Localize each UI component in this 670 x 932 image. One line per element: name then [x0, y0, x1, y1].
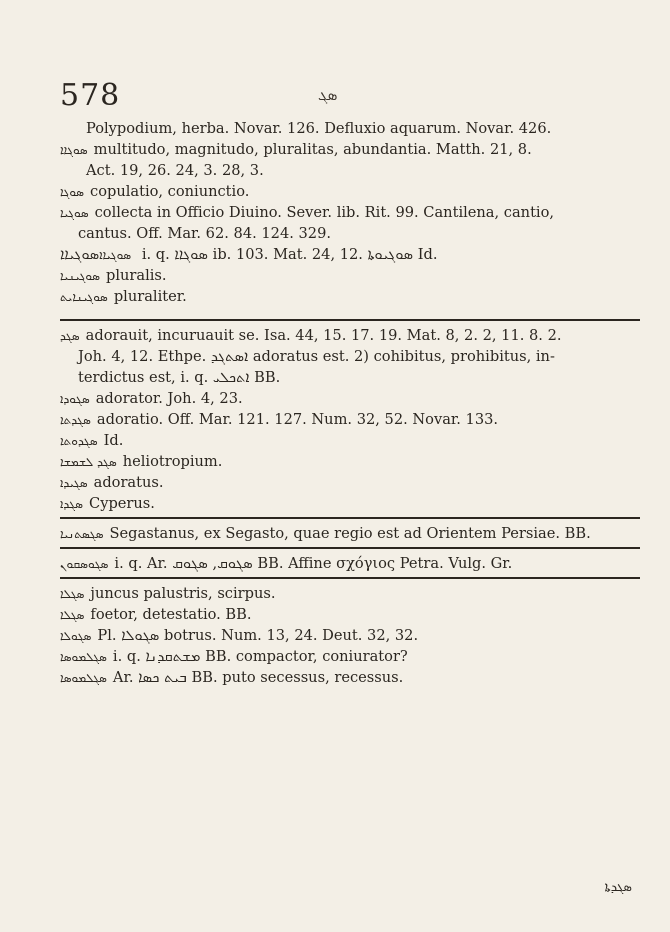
entry-line: terdictus est, i. q. ܐܬܟܠܝ BB. [78, 369, 281, 386]
section-divider [60, 517, 640, 519]
entry-line: ܣܘܓܐ copulatio, coniunctio. [60, 183, 250, 200]
section-divider [60, 547, 640, 549]
entry-line: ܣܘܓܝܢܝܐ pluralis. [60, 267, 167, 284]
page-header [60, 78, 620, 118]
entry-line: ܣܘܓܐܐ multitudo, magnitudo, pluralitas, abundantia. Matth. 21, 8. [60, 141, 532, 158]
entry-line: ܣܓܘܣܩܘܢ i. q. Ar. ܣܓܘܩ, ܣܓܘܩ BB. Affine σχόγιος Petra. Vulg. Gr. [60, 555, 513, 572]
entry-line: ܣܓܠܐ juncus palustris, scirpus. [60, 585, 276, 602]
section-divider [60, 319, 640, 321]
entry-line: ܣܓܠܐ foetor, detestatio. BB. [60, 606, 252, 623]
entry-line: ܣܘܓܝܐ collecta in Officio Diuino. Sever. lib. Rit. 99. Cantilena, cantio, [60, 204, 555, 221]
entry-line: ܣܓܕ ܠܫܡܫܐ heliotropium. [60, 453, 223, 470]
entry-line: ܣܘܓܝܢܐܝܬ pluraliter. [60, 288, 187, 305]
entry-line: ܣܓܕܬܐ adoratio. Off. Mar. 121. 127. Num. 32, 52. Novar. 133. [60, 411, 499, 428]
entry-line: ܣܓܣܬܢܝܐ Segastanus, ex Segasto, quae regio est ad Orientem Persiae. BB. [60, 525, 591, 542]
entry-line: ܣܓܕܘܬܐ Id. [60, 432, 124, 449]
entry-line: ܣܓܕ adorauit, incuruauit se. Isa. 44, 15. 17. 19. Mat. 8, 2. 2, 11. 8. 2. [60, 327, 562, 344]
entry-line: Polypodium, herba. Novar. 126. Defluxio aquarum. Novar. 426. [86, 120, 552, 137]
entry-line: ܣܓܠܡܘܣܐ Ar. ܒܝܬ ܟܣܐ BB. puto secessus, recessus. [60, 669, 404, 686]
entry-line: ܣܓܝܕܐ adoratus. [60, 474, 164, 491]
entry-line: ܣܓܘܠܐ Pl. ܣܓܘܠܐ botrus. Num. 13, 24. Deut. 32, 32. [60, 627, 419, 644]
page-number: 578 [60, 78, 121, 113]
running-head: ܣܓ [318, 86, 338, 104]
entries [60, 118, 640, 688]
entry-line: ܣܓܠܡܘܣܐ i. q. ܡܫܬܩܕܢܐ BB. compactor, coniurator? [60, 648, 408, 665]
entry-line: ܣܘܓܝܐܐܣܘܓܝܐܐ i. q. ܣܘܓܐܐ ib. 103. Mat. 24, 12. ܣܘܓܝܘܬܐ Id. [60, 246, 438, 263]
catchword: ܣܓܕܬܐ [604, 880, 632, 895]
section-divider [60, 577, 640, 579]
entry-line: ܣܓܘܕܐ adorator. Joh. 4, 23. [60, 390, 243, 407]
entry-line: ܣܓܕܐ Cyperus. [60, 495, 155, 512]
entry-line: cantus. Off. Mar. 62. 84. 124. 329. [78, 225, 332, 242]
entry-line: Joh. 4, 12. Ethpe. ܐܣܬܓܕ adoratus est. 2) cohibitus, prohibitus, in- [78, 348, 555, 365]
entry-line: Act. 19, 26. 24, 3. 28, 3. [86, 162, 264, 179]
